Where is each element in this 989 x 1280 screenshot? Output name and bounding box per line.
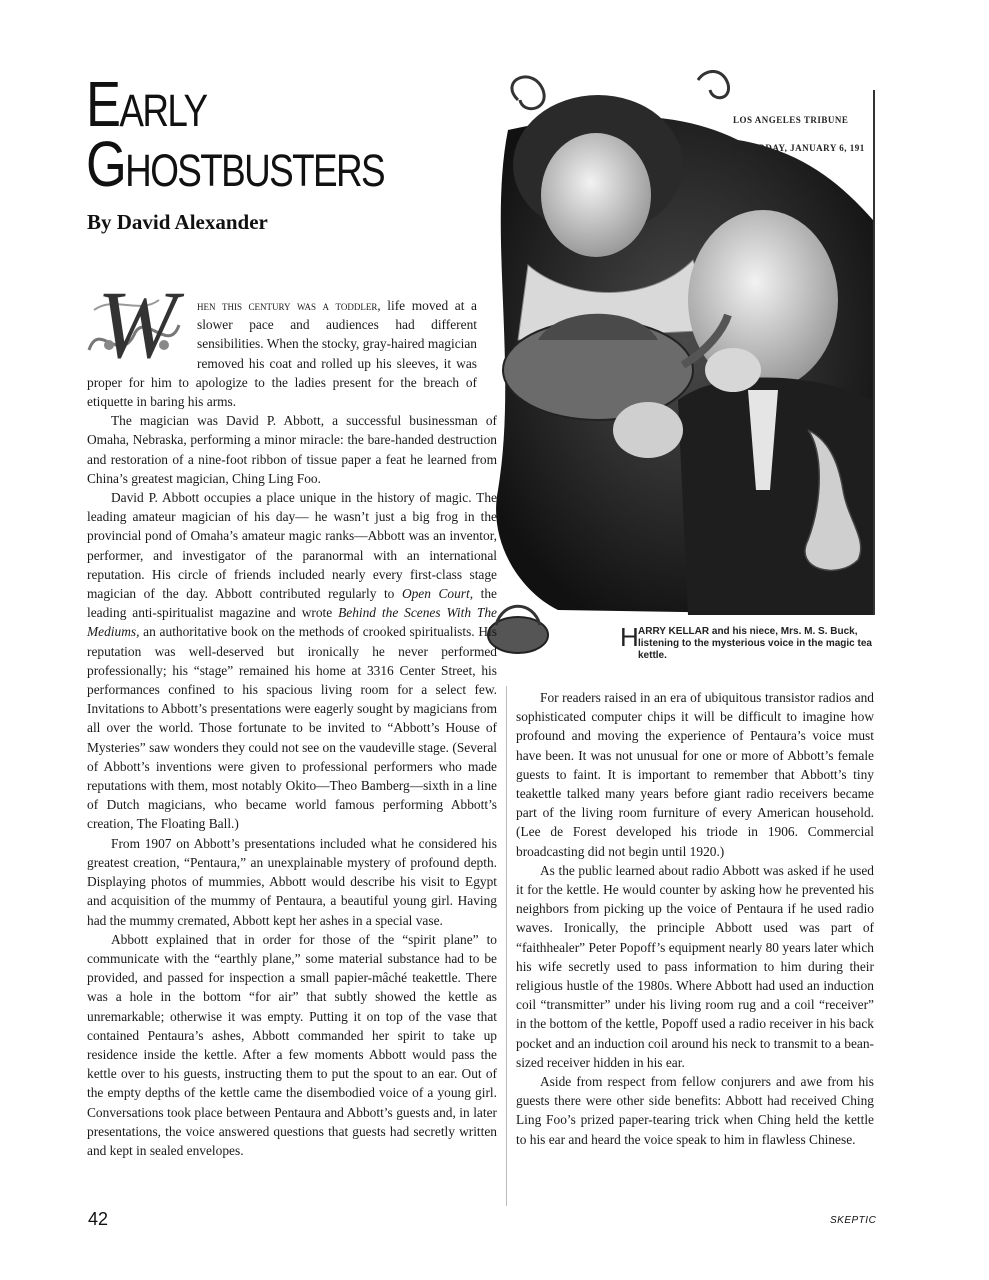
woman-hand xyxy=(613,402,683,458)
p3-part-c: an authoritative book on the methods of crooked spiritualists. His reputation was well-deserved but ironically he never performed professionally; his “stage” remained his home at 3316 Center Street, his performances confined to his spacious living room for a select few. Invitations to Abbott’s presentations were eagerly sought by magicians from all over the world. Those fortunate to be invited to “Abbott’s House of Mysteries” saw wonders they could not see on the vaudeville stage. (Several of Abbott’s inventions were given to professional performers who made reputations with them, most notably Okito—Theo Bamberg—sixth in a line of Dutch magicians, who became world famous performing Abbott’s creation, The Floating Ball.) xyxy=(87,624,497,832)
left-column xyxy=(87,271,497,1160)
photo-caption xyxy=(620,622,900,662)
paragraph-2: The magician was David P. Abbott, a successful businessman of Omaha, Nebraska, performing a minor miracle: the bare-handed destruction and restoration of a nine-foot ribbon of tissue paper a feat he learned from China’s greatest magician, Ching Ling Foo. xyxy=(87,413,497,486)
caption-text: ARRY KELLAR and his niece, Mrs. M. S. Buck, listening to the mysterious voice in the magic tea kettle. xyxy=(638,626,872,661)
p3-open-court: Open Court, xyxy=(401,586,474,602)
right-paragraph-3: Aside from respect from fellow conjurers and awe from his guests there were other side benefits: Abbott had received Ching Ling Foo’s prized paper-tearing trick when Ching held the kettle to his ear and heard the voice speak to him in flawless Chinese. xyxy=(516,1074,874,1147)
column-divider xyxy=(506,686,507,1206)
paragraph-5: Abbott explained that in order for those of the “spirit plane” to communicate with the “earthly plane,” some material substance had to be provided, and passed for inspection a small papier-mâché teakettle. There was a hole in the bottom “for air” that subtly showed the kettle as unremarkable; otherwise it was empty. Putting it on top of the vase that contained Pentaura’s ashes, Abbott commanded her spirit to take up residence inside the kettle. After a few moments Abbott would pass the kettle over to his guests, instructing them to put the spout to an ear. Out of the empty depths of the kettle came the disembodied voice of a young girl. Conversations took place between Pentaura and Abbott’s guests and, in later presentations, the voice answered questions that guests had secretly written and kept in sealed envelopes. xyxy=(87,931,497,1158)
right-column xyxy=(516,688,874,1149)
right-paragraph-1: For readers raised in an era of ubiquitous transistor radios and sophisticated computer chips it will be difficult to imagine how profound and moving the experience of Pentaura’s voice must have been. It was not unusual for one or more of Abbott’s female guests to faint. It is important to remember that Abbott’s tiny teakettle talked many years before giant radio receivers became part of the living room furniture of every American household. (Lee de Forest developed his triode in 1906. Commercial broadcasting did not begin until 1920.) xyxy=(516,690,874,859)
man-hand xyxy=(705,348,761,392)
paragraph-4: From 1907 on Abbott’s presentations included what he considered his greatest creation, “Pentaura,” an unexplainable mystery of profound depth. Displaying photos of mummies, Abbott would describe his visit to Egypt and acquisition of the mummy of Pentaura, a beautiful young girl. Having had the mummy cremated, Abbott kept her ashes in a special vase. xyxy=(87,835,497,928)
title-line-1: Early xyxy=(86,68,207,140)
p3-part-a: David P. Abbott occupies a place unique in the history of magic. The leading amateur magician of his day— he wasn’t just a big frog in the provincial pond of Omaha’s amateur magic ranks—Abbott was an inventor, performer, and investigator of the paranormal with an international reputation. His circle of friends included nearly every first-class stage magician of the day. Abbott contributed regularly to xyxy=(87,490,497,602)
right-paragraph-2: As the public learned about radio Abbott was asked if he used it for the kettle. He would counter by asking how he prevented his neighbors from picking up the voice of Pentaura if he used radio waves. Ironically, the principle Abbott used was part of “faithhealer” Peter Popoff’s equipment nearly 80 years later which his wife secretly used to pass information to him during their religious hustle of the 1980s. Where Abbott had used an induction coil “transmitter” under his living room rug and a coil “receiver” in the bottom of the kettle, Popoff used a radio receiver in his back pocket and an induction coil around his neck to transmit to a bean-sized receiver hidden in his ear. xyxy=(516,862,874,1070)
lead-paragraph xyxy=(87,271,477,411)
dropcap-letter: W xyxy=(97,271,177,378)
magazine-name: SKEPTIC xyxy=(830,1215,877,1226)
byline: By David Alexander xyxy=(87,210,268,234)
lead-rest: life moved at a slower pace and audiences had different sensibilities. When the stocky, gray-haired magician removed his coat and rolled up his sleeves, it was proper for him to apologize to the ladies present for the breach of etiquette in baring his arms. xyxy=(87,298,477,410)
woman-face xyxy=(541,133,651,257)
lead-smallcaps: hen this century was a toddler, xyxy=(197,298,381,313)
newspaper-masthead xyxy=(733,106,883,162)
p3-book-title: Behind the Scenes With The Mediums, xyxy=(87,605,497,640)
caption-initial: H xyxy=(620,622,639,652)
article-title xyxy=(86,68,384,200)
dropcap xyxy=(79,271,191,378)
masthead-line-2: SATURDAY, JANUARY 6, 191 xyxy=(733,143,865,153)
paragraph-3 xyxy=(87,488,497,834)
masthead-line-1: LOS ANGELES TRIBUNE xyxy=(733,115,849,125)
p3-part-b: the leading anti-spiritualist magazine and wrote xyxy=(87,586,497,621)
title-line-2: Ghostbusters xyxy=(86,128,384,200)
page-number: 42 xyxy=(88,1209,109,1229)
